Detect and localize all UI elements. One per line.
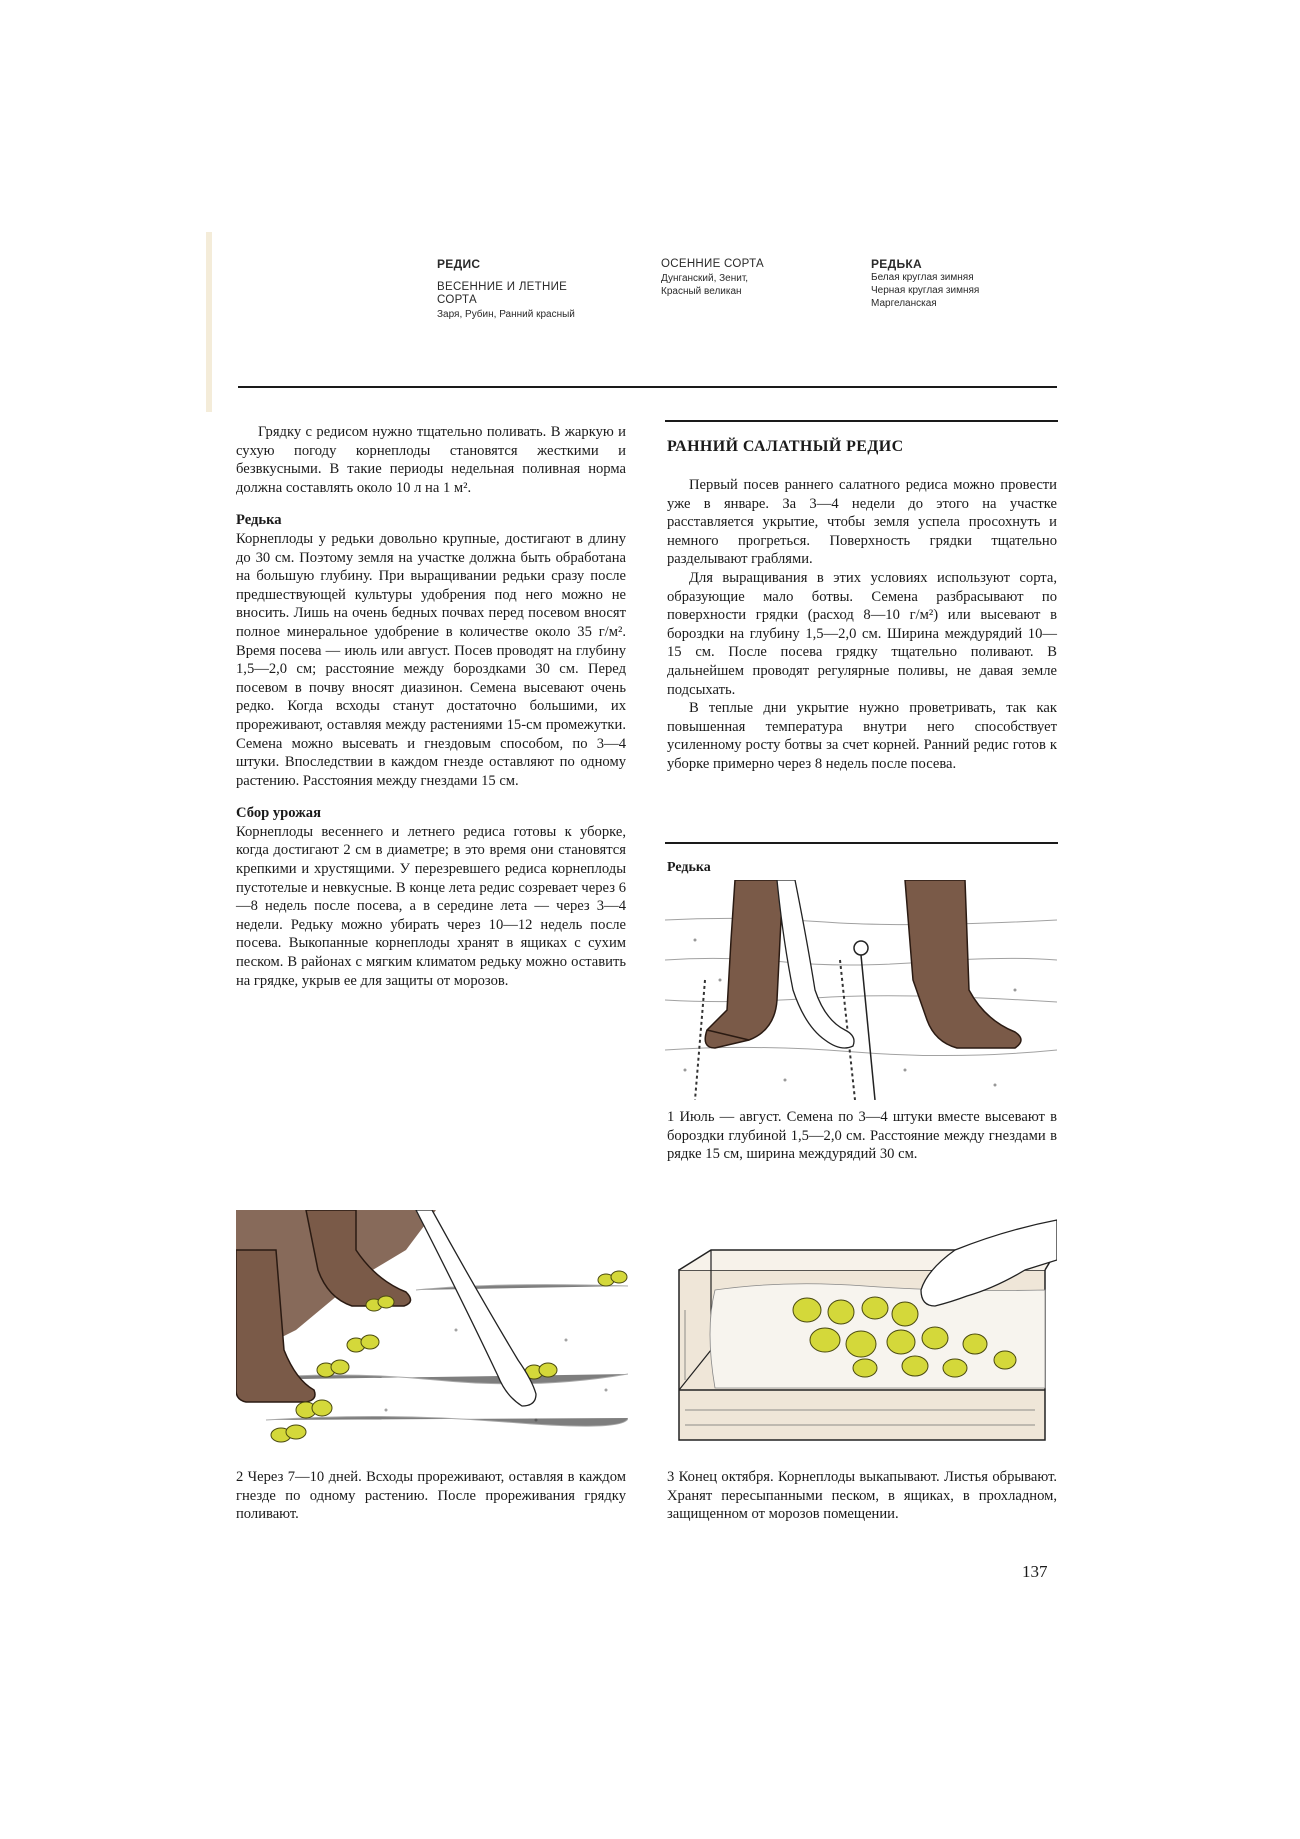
varieties-black-radish-item2: Черная круглая зимняя [871, 285, 980, 296]
page-edge-shadow [206, 232, 212, 412]
header-rule [238, 386, 1057, 388]
varieties-autumn [661, 258, 821, 298]
right-top-rule [665, 420, 1058, 422]
varieties-autumn-group: ОСЕННИЕ СОРТА [661, 258, 765, 270]
varieties-black-radish-item3: Маргеланская [871, 298, 937, 309]
varieties-radish-group: ВЕСЕННИЕ И ЛЕТНИЕ СОРТА [437, 281, 568, 306]
figure-2-illustration [236, 1210, 628, 1450]
varieties-autumn-list: Дунганский, Зенит, Красный великан [661, 273, 749, 297]
figure-1-caption: 1 Июль — август. Семена по 3—4 штуки вместе высевают в бороздки глубиной 1,5—2,0 см. Расстояние между гнездами в рядке 15 см, ширина междурядий 30 см. [667, 1109, 1057, 1163]
figure-2-caption: 2 Через 7—10 дней. Всходы прореживают, оставляя в каждом гнезде по одному растению. После прореживания грядку поливают. [236, 1469, 626, 1523]
figure-3-caption: 3 Конец октября. Корнеплоды выкапывают. Листья обрывают. Хранят пересыпанными песком, в ящиках, в прохладном, защищенном от морозов помещении. [667, 1469, 1057, 1523]
left-intro-paragraph: Грядку с редисом нужно тщательно поливать. В жаркую и сухую погоду корнеплоды становятся жесткими и безвкусными. В такие периоды недельная поливная норма должна составлять около 10 л на 1 м². [236, 424, 626, 496]
left-column [236, 423, 626, 990]
left-redka-paragraph: Корнеплоды у редьки довольно крупные, достигают в длину до 30 см. Поэтому земля на участке должна быть обработана на большую глубину. При выращивании редьки сразу после предшествующей культуры удобрения под него можно не вносить. Лишь на очень бедных почвах перед посевом вносят полное минеральное удобрение в количестве около 35 г/м². Время посева — июль или август. Посев проводят на глубину 1,5—2,0 см; расстояние между бороздками 30 см. Перед посевом в почву вносят диазинон. Семена высевают очень редко. Когда всходы станут достаточно большими, их прореживают, оставляя между растениями 15-см промежутки. Семена можно высевать и гнездовым способом, по 3—4 штуки. Впоследствии в каждом гнезде оставляют по одному растению. Расстояния между гнездами 15 см. [236, 530, 626, 789]
right-column [667, 476, 1057, 774]
left-redka-heading: Редька [236, 512, 282, 529]
varieties-radish-title: РЕДИС [437, 257, 481, 271]
figure-1-illustration [665, 880, 1057, 1100]
left-harvest-paragraph: Корнеплоды весеннего и летнего редиса готовы к уборке, когда достигают 2 см в диаметре; в это время они становятся крепкими и хрустящими. У перезревшего редиса корнеплоды пустотелые и невкусные. В конце лета редис созревает через 6—8 недель после посева, а в середине лета — через 3—4 недели. Редьку можно убирать через 10—12 недель после посева. Выкопанные корнеплоды хранят в ящиках с сухим песком. В районах с мягким климатом редьку можно оставить на грядке, укрыв ее для защиты от морозов. [236, 823, 626, 989]
right-paragraph-1: Первый посев раннего салатного редиса можно провести уже в январе. За 3—4 недели до этого на участке расставляется укрытие, чтобы земля успела просохнуть и немного прогреться. Поверхность грядки тщательно разделывают граблями. [667, 477, 1057, 568]
page-number: 137 [1022, 1562, 1048, 1581]
right-paragraph-2: Для выращивания в этих условиях используют сорта, образующие мало ботвы. Семена разбрасывают по поверхности грядки (расход 8—10 г/м²) или высевают в бороздки на глубину 1,5—2,0 см. Ширина междурядий 10—15 см. После посева грядку тщательно поливают. В дальнейшем проводят регулярные поливы, не давая земле подсыхать. [667, 569, 1057, 698]
varieties-black-radish-item1: Белая круглая зимняя [871, 272, 974, 283]
varieties-black-radish-title: РЕДЬКА [871, 257, 922, 271]
left-harvest-heading: Сбор урожая [236, 805, 322, 822]
varieties-radish-list: Заря, Рубин, Ранний красный [437, 309, 575, 320]
right-paragraph-3: В теплые дни укрытие нужно проветривать, так как повышенная температура внутри него способствует усиленному росту ботвы за счет корней. Ранний редис готов к уборке примерно через 8 недель после посева. [667, 700, 1057, 772]
right-mid-rule [665, 842, 1058, 844]
figure-label-redka: Редька [667, 860, 711, 875]
varieties-radish [437, 258, 637, 321]
varieties-black-radish [871, 258, 1051, 310]
figure-3-illustration [665, 1210, 1057, 1450]
right-section-title: РАННИЙ САЛАТНЫЙ РЕДИС [667, 438, 904, 455]
